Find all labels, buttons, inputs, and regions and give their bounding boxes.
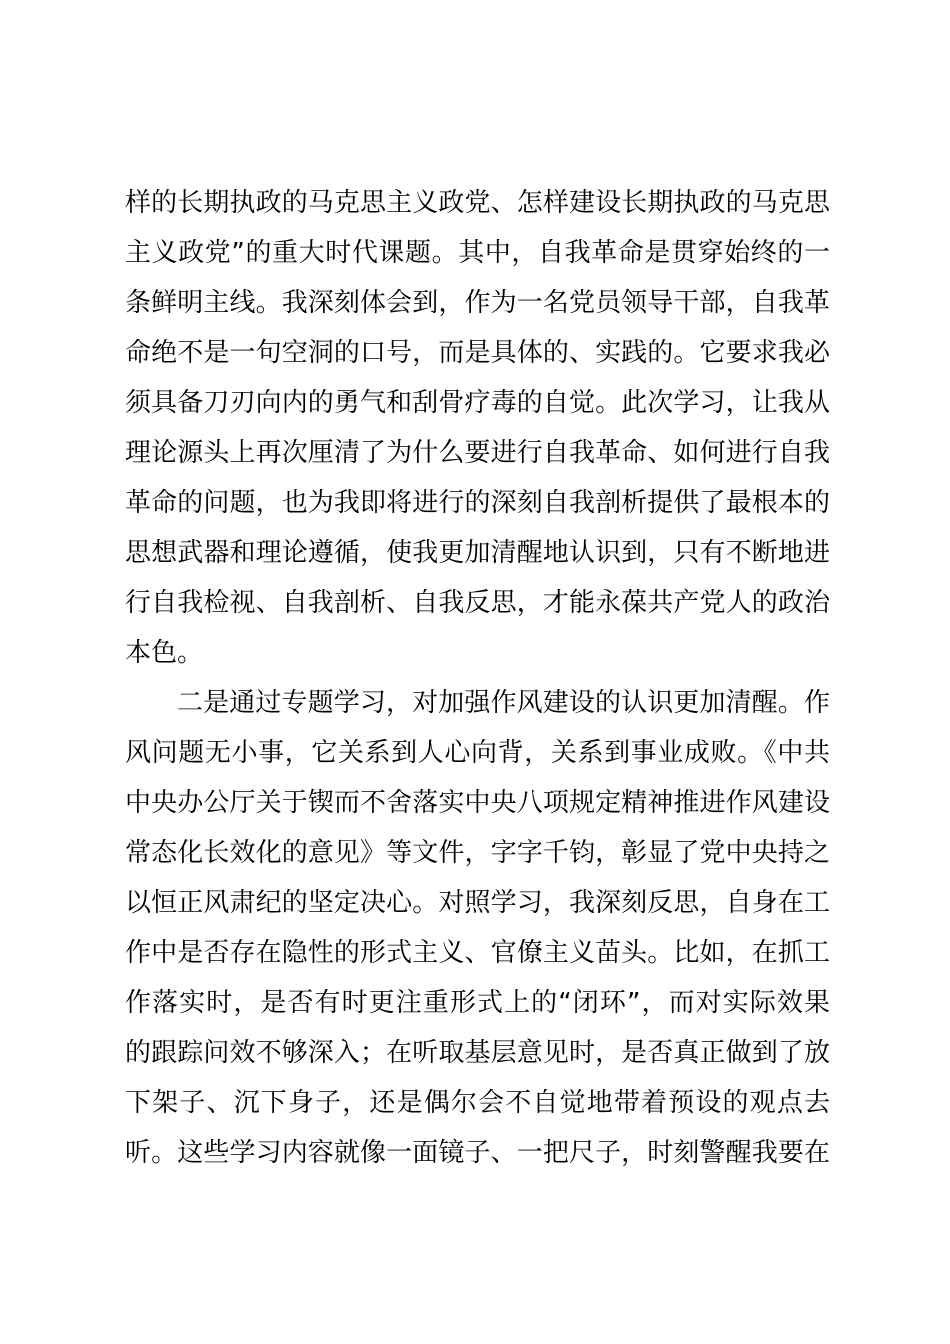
text-line: 样的长期执政的马克思主义政党、怎样建设长期执政的马克思	[125, 188, 830, 218]
text-line: 思想武器和理论遵循，使我更加清醒地认识到，只有不断地进	[125, 538, 830, 568]
paragraph	[125, 678, 830, 1178]
text-line: 的跟踪问效不够深入；在听取基层意见时，是否真正做到了放	[125, 1038, 830, 1068]
text-line: 下架子、沉下身子，还是偶尔会不自觉地带着预设的观点去	[125, 1088, 830, 1118]
text-line: 中央办公厅关于锲而不舍落实中央八项规定精神推进作风建设	[125, 788, 830, 818]
text-line: 命绝不是一句空洞的口号，而是具体的、实践的。它要求我必	[125, 338, 830, 368]
text-line: 风问题无小事，它关系到人心向背，关系到事业成败。《中共	[125, 738, 830, 768]
text-line: 主义政党”的重大时代课题。其中，自我革命是贯穿始终的一	[125, 238, 830, 268]
text-line: 作落实时，是否有时更注重形式上的“闭环”，而对实际效果	[125, 988, 830, 1018]
text-line: 革命的问题，也为我即将进行的深刻自我剖析提供了最根本的	[125, 488, 830, 518]
document-text-block	[125, 178, 830, 1178]
text-line: 理论源头上再次厘清了为什么要进行自我革命、如何进行自我	[125, 438, 830, 468]
text-line: 二是通过专题学习，对加强作风建设的认识更加清醒。作	[177, 688, 830, 718]
text-line: 条鲜明主线。我深刻体会到，作为一名党员领导干部，自我革	[125, 288, 830, 318]
text-line: 以恒正风肃纪的坚定决心。对照学习，我深刻反思，自身在工	[125, 888, 830, 918]
text-line: 行自我检视、自我剖析、自我反思，才能永葆共产党人的政治	[125, 588, 830, 618]
text-line: 作中是否存在隐性的形式主义、官僚主义苗头。比如，在抓工	[125, 938, 830, 968]
text-line: 本色。	[125, 638, 204, 668]
text-line: 须具备刀刃向内的勇气和刮骨疗毒的自觉。此次学习，让我从	[125, 388, 830, 418]
text-line: 常态化长效化的意见》等文件，字字千钧，彰显了党中央持之	[125, 838, 830, 868]
paragraph	[125, 178, 830, 678]
text-line: 听。这些学习内容就像一面镜子、一把尺子，时刻警醒我要在	[125, 1138, 830, 1168]
